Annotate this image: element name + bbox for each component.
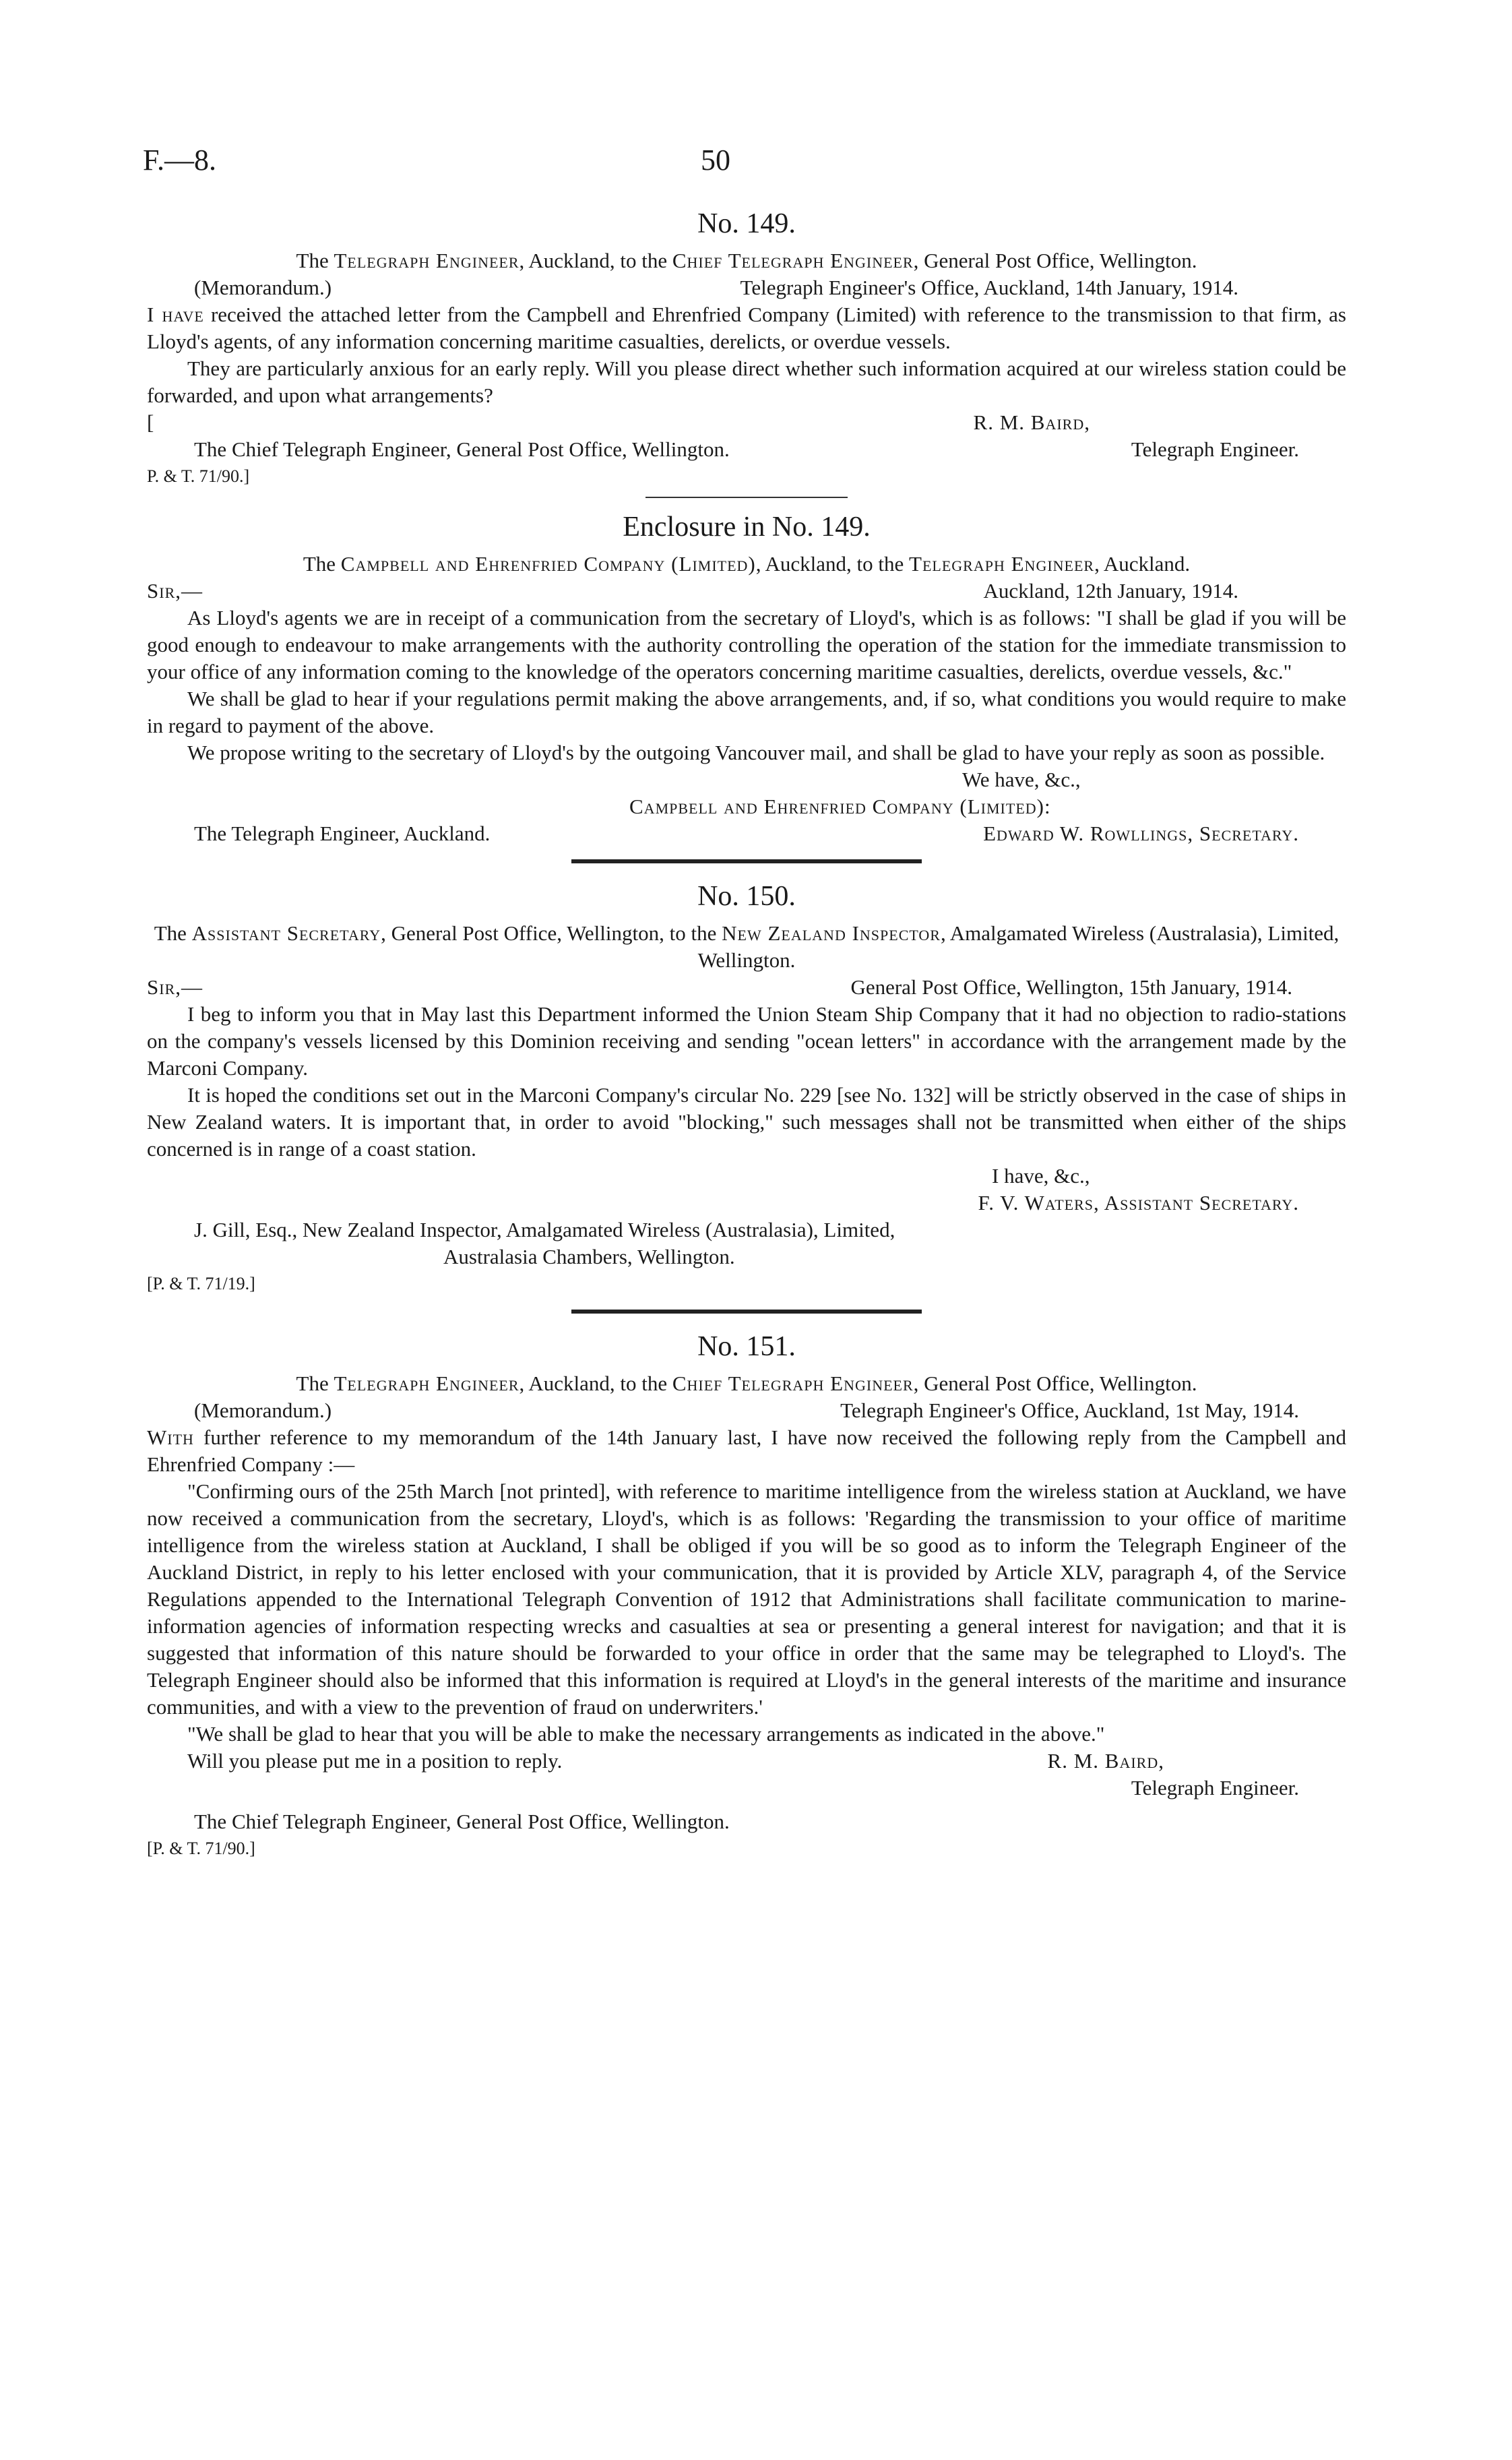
letter-address: The Campbell and Ehrenfried Company (Limited), Auckland, to the Telegraph Engineer, Auckland. [303,552,1191,576]
divider [645,497,848,498]
page-number: 50 [701,144,730,177]
letter-149 [147,206,1346,490]
closing: I have, &c., [992,1164,1090,1188]
paragraph: With further reference to my memorandum of the 14th January last, I have now received the following reply from the Campbell and Ehrenfried Company :— [147,1425,1346,1476]
addressee-line: Australasia Chambers, Wellington. [443,1245,735,1268]
addressee-line: The Chief Telegraph Engineer, General Post Office, Wellington. [194,1810,730,1833]
salutation-line: Sir,— Auckland, 12th January, 1914. [147,579,1238,603]
signature-line: F. V. Waters, Assistant Secretary. [978,1191,1299,1214]
letter-number: No. 151. [697,1331,796,1362]
letter-150 [147,878,1346,1297]
file-reference: P. & T. 71/90.] [147,466,250,486]
paragraph: They are particularly anxious for an early reply. Will you please direct whether such information acquired at our wireless station could be forwarded, and upon what arrangements? [147,357,1346,407]
enclosure-149 [147,509,1346,847]
addressee-line: J. Gill, Esq., New Zealand Inspector, Amalgamated Wireless (Australasia), Limited, [194,1218,895,1241]
letter-address: The Assistant Secretary, General Post Office, Wellington, to the New Zealand Inspector, Amalgamated Wireless (Australasia), Limited, Wellington. [154,921,1340,972]
letter-address: The Telegraph Engineer, Auckland, to the Chief Telegraph Engineer, General Post Office, Wellington. [296,249,1197,272]
company-signature: Campbell and Ehrenfried Company (Limited): [629,795,1051,818]
enclosure-heading: Enclosure in No. 149. [623,512,871,543]
paragraph: "Confirming ours of the 25th March [not printed], with reference to maritime intelligence from the wireless station at Auckland, we have now received a communication from the secretary, Lloyd's, which is as follows: 'Regarding the transmission to your office of maritime intelligence from the wireless station at Auckland, I shall be obliged if you will be so good as to inform the Telegraph Engineer of the Auckland District, in reply to his letter enclosed with your communication, that it is provided by Article XLV, paragraph 4, of the Service Regulations appended to the International Telegraph Convention of 1912 that Administrations shall facilitate communication to marine-information agencies of information respecting wrecks and casualties at sea or presenting a general interest for navigation; and that it is suggested that information of this nature should be forwarded to your office in order that the same may be telegraphed to Lloyd's. The Telegraph Engineer should also be informed that this information is required at Lloyd's in the general interests of the maritime and insurance communities, and with a view to the prevention of fraud on underwriters.' [147,1479,1346,1719]
addressee-line: The Telegraph Engineer, Auckland. Edward W. Rowllings, Secretary. [194,822,1299,845]
signature-line: [ R. M. Baird, [147,410,1090,434]
paragraph: As Lloyd's agents we are in receipt of a communication from the secretary of Lloyd's, which is as follows: "I shall be glad if you will be good enough to endeavour to make arrangements with the authority controlling the operation of the station for the immediate transmission to your office of any information coming to the knowledge of the operators concerning maritime casualties, derelicts, overdue vessels, &c." [147,606,1346,683]
letter-number: No. 149. [697,208,796,239]
paragraph: It is hoped the conditions set out in the Marconi Company's circular No. 229 [see No. 132] will be strictly observed in the case of ships in New Zealand waters. It is important that, in order to avoid "blocking," such messages shall not be transmitted when either of the ships concerned is in range of a coast station. [147,1083,1346,1161]
divider [571,859,922,863]
signature-title: Telegraph Engineer. [1131,1776,1299,1800]
memo-line: (Memorandum.) Telegraph Engineer's Office, Auckland, 1st May, 1914. [194,1398,1299,1422]
file-reference: [P. & T. 71/90.] [147,1839,255,1858]
file-reference: [P. & T. 71/19.] [147,1274,255,1293]
document-body [147,206,1346,1862]
memo-line: (Memorandum.) Telegraph Engineer's Office, Auckland, 14th January, 1914. [194,276,1238,299]
addressee-line: The Chief Telegraph Engineer, General Post Office, Wellington. Telegraph Engineer. [194,437,1299,461]
page-series: F.—8. [143,144,216,177]
paragraph: I have received the attached letter from the Campbell and Ehrenfried Company (Limited) with reference to the transmission to that firm, as Lloyd's agents, of any information concerning maritime casualties, derelicts, or overdue vessels. [147,303,1346,353]
paragraph: I beg to inform you that in May last this Department informed the Union Steam Ship Company that it had no objection to radio-stations on the company's vessels licensed by this Dominion receiving and sending "ocean letters" in accordance with the arrangement made by the Marconi Company. [147,1002,1346,1080]
letter-address: The Telegraph Engineer, Auckland, to the Chief Telegraph Engineer, General Post Office, Wellington. [296,1372,1197,1395]
paragraph: We propose writing to the secretary of Lloyd's by the outgoing Vancouver mail, and shall be glad to have your reply as soon as possible. [187,741,1325,764]
divider [571,1310,922,1314]
signature-line: Will you please put me in a position to reply. R. M. Baird, [187,1749,1164,1773]
salutation-line: Sir,— General Post Office, Wellington, 15th January, 1914. [147,975,1292,999]
paragraph: We shall be glad to hear if your regulations permit making the above arrangements, and, if so, what conditions you would require to make in regard to payment of the above. [147,687,1346,737]
letter-151 [147,1328,1346,1862]
closing: We have, &c., [962,768,1081,791]
paragraph: "We shall be glad to hear that you will be able to make the necessary arrangements as indicated in the above." [187,1722,1105,1746]
letter-number: No. 150. [697,881,796,912]
